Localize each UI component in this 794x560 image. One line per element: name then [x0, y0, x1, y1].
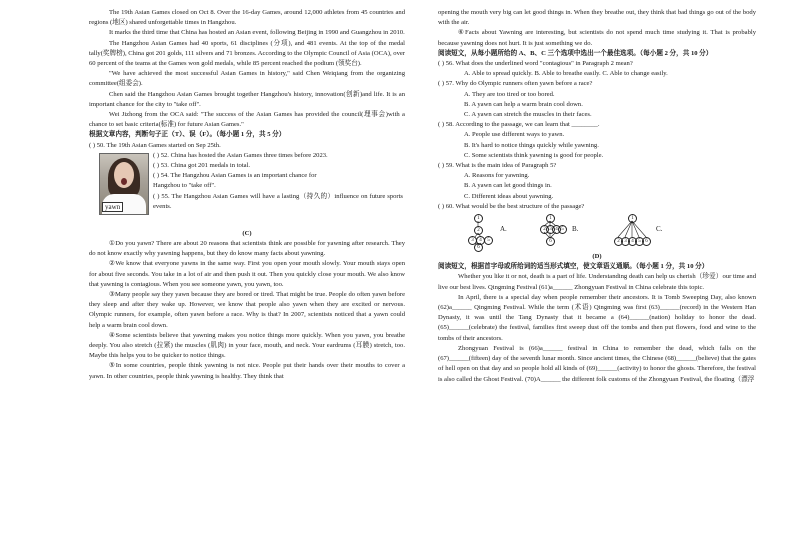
question-58: ( ) 58. According to the passage, we can learn that ________. — [438, 121, 600, 129]
question-52: ( ) 52. China has hosted the Asian Games three times before 2023. — [153, 151, 328, 159]
photo-block — [89, 151, 405, 243]
node-circle: 5 — [484, 236, 493, 245]
question-56-options: A. Able to spread quickly. B. Able to breathe easily. C. Able to change easily. — [464, 70, 668, 78]
option: A. People use different ways to yawn. — [464, 131, 565, 139]
question-56: ( ) 56. What does the underlined word "contagious" in Paragraph 2 mean? — [438, 60, 633, 68]
paragraph: ②We know that everyone yawns in the same way. First you open your mouth slowly. Your mouth stays open for about five seconds. You take in a lot of air and then push it out. Then you quickly close your mouth. We also know that yawning is contagious. When you see someone yawn, you yawn, too. — [89, 260, 405, 288]
node-circle: 6 — [546, 237, 555, 246]
structure-diagram-lines — [438, 214, 756, 250]
photo-caption: yawn — [102, 202, 123, 212]
section-heading-d: (D) — [592, 253, 602, 261]
node-circle: 6 — [474, 243, 483, 252]
node-circle: 3 — [621, 237, 630, 246]
section-heading-c: (C) — [242, 229, 252, 237]
node-circle: 2 — [474, 226, 483, 235]
node-circle: 2 — [614, 237, 623, 246]
paragraph: It marks the third time that China has hosted an Asian event, following Beijing in 1990 and Guangzhou in 2010. — [109, 29, 405, 37]
paragraph: Chen said the Hangzhou Asian Games brought together Hangzhou's history, innovation(创新)and life. It is an important chance for the city to "take off". — [89, 90, 405, 108]
option: B. A yawn can help a warm brain cool down. — [464, 100, 583, 108]
paragraph: ③Many people say they yawn because they are bored or tired. That might be true. People do often yawn before they sleep and after they wake up. However, we know that people also yawn when they are excited or nervous. Olympic runners, for example, often yawn before a race. Why is that? In 2007, scientists noticed that a yawn could help a warm brain cool down. — [89, 291, 405, 329]
node-circle: 1 — [546, 214, 555, 223]
right-column — [438, 8, 756, 385]
paragraph: ①Do you yawn? There are about 20 reasons that scientists think are possible for yawning after research. They do not know exactly why yawning happens, but they do know many facts about yawning. — [89, 240, 405, 258]
question-55: ( ) 55. The Hangzhou Asian Games will have a lasting（持久的）influence on future sports events. — [153, 192, 403, 210]
option: C. Different ideas about yawning. — [464, 192, 554, 200]
node-circle: 5 — [558, 225, 567, 234]
node-circle: 1 — [628, 214, 637, 223]
node-circle: 6 — [642, 237, 651, 246]
node-circle: 3 — [468, 236, 477, 245]
option-b-label: B. — [572, 225, 579, 234]
paragraph: Whether you like it or not, death is a part of life. Understanding death can help us cherish（珍爱）our time and live our best lives. Qingming Festival (61)a______ Zhongyuan Festival in China celebrate this topic. — [438, 273, 756, 291]
node-circle: 2 — [540, 225, 549, 234]
option-c-label: C. — [656, 225, 663, 234]
option: C. Some scientists think yawning is good for people. — [464, 151, 604, 159]
paragraph: "We have achieved the most successful Asian Games in history," said Chen Weiqiang from the organizing committee(组委会). — [89, 70, 405, 88]
option: A. They are too tired or too bored. — [464, 90, 555, 98]
node-circle: 5 — [635, 237, 644, 246]
paragraph: ⑥Facts about Yawning are interesting, but scientists do not spend much time studying it. That is probably because yawning does not hurt. It is just something we do. — [438, 29, 756, 47]
section-instruction: 根据文章内容，判断句子正（T）、误（F）。（每小题 1 分，共 5 分） — [89, 131, 286, 139]
paragraph: ⑤In some countries, people think yawning is not nice. People put their hands over their mouths to cover a yawn. In other countries, people think yawning is healthy. They think that — [89, 362, 405, 380]
left-column — [89, 8, 405, 382]
question-54: ( ) 54. The Hangzhou Asian Games is an important chance for — [153, 172, 317, 180]
paragraph: The 19th Asian Games closed on Oct 8. Over the 16-day Games, around 12,000 athletes from 45 countries and regions (地区) shared unforgettable times in Hangzhou. — [89, 9, 405, 27]
option: B. It's hard to notice things quickly while yawning. — [464, 141, 599, 149]
question-59: ( ) 59. What is the main idea of Paragraph 5? — [438, 162, 557, 170]
option-a-label: A. — [500, 225, 507, 234]
question-54-cont: Hangzhou to "take off". — [153, 182, 216, 190]
paragraph: Zhongyuan Festival is (66)a______ festival in China to remember the dead, which falls on the (67)______(fifteen) day of the seventh lunar month. Since ancient times, the Chinese (68)______(believe) that the gates of hell open on that day and so people hold all kinds of (69)______(activity) to honor the ghosts. Therefore, the festival is also called the Ghost Festival. (70)A______ the different folk customs of the Zhongyuan Festival, the floating（漂浮 — [438, 344, 756, 383]
node-circle: 3 — [546, 225, 555, 234]
structure-diagrams — [438, 214, 756, 250]
yawning-photo — [99, 153, 149, 215]
section-instruction: 阅读短文，根据首字母或所给词的适当形式填空，使文章语义通顺。（每小题 1 分，共 10 分） — [438, 263, 709, 271]
question-57: ( ) 57. Why do Olympic runners often yawn before a race? — [438, 80, 593, 88]
paragraph: The Hangzhou Asian Games had 40 sports, 61 disciplines (分项), and 481 events. At the top of the medal tally(奖牌榜), China got 201 golds, 111 silvers and 71 bronzes. According to the Olympic Council of Asia (OCA), over 60 percent of the teams at the Games won gold medals, while 85 percent reached the podium (领奖台). — [89, 39, 405, 68]
question-53: ( ) 53. China got 201 medals in total. — [153, 162, 251, 170]
section-instruction: 阅读短文，从每小题所给的 A、B、C 三个选项中选出一个最佳选项。（每小题 2 分，共 10 分） — [438, 49, 713, 57]
option: A. Reasons for yawning. — [464, 172, 530, 180]
question-60: ( ) 60. What would be the best structure of the passage? — [438, 202, 585, 210]
option: C. A yawn can stretch the muscles in their faces. — [464, 111, 592, 119]
node-circle: 4 — [628, 237, 637, 246]
paragraph: ④Some scientists believe that yawning makes you notice things more quickly. When you yawn, you breathe deeply. You also stretch (拉紧) the muscles (肌肉) in your face, mouth, and neck. Your eardrums (耳膜) stretch, too. Maybe this helps you to be quicker to notice things. — [89, 331, 405, 360]
paragraph: opening the mouth very big can let good things in. When they breathe out, they think that bad things go out of the body with the air. — [438, 9, 756, 27]
node-circle: 1 — [474, 214, 483, 223]
node-circle: 4 — [552, 225, 561, 234]
node-circle: 4 — [476, 236, 485, 245]
question-50: ( ) 50. The 19th Asian Games started on Sep 25th. — [89, 141, 221, 149]
paragraph: Wei Jizhong from the OCA said: "The success of the Asian Games has provided the council(理事会)with a chance to set basic criteria(标准) for future Asian Games." — [89, 111, 405, 129]
option: B. A yawn can let good things in. — [464, 182, 552, 190]
paragraph: In April, there is a special day when people remember their ancestors. It is Tomb Sweeping Day, also known (62)a______ Qingming Festival. While the term (术语) Qingming was first (63)______(record) in the Western Han Dynasty, it was until the Tang Dynasty that it became a (64)______(nation) holiday to honor the dead. (65)______(celebrate) the festival, families first sweep dust off the tombs and then put flowers, food and wine to the tombs of their ancestors. — [438, 293, 756, 342]
